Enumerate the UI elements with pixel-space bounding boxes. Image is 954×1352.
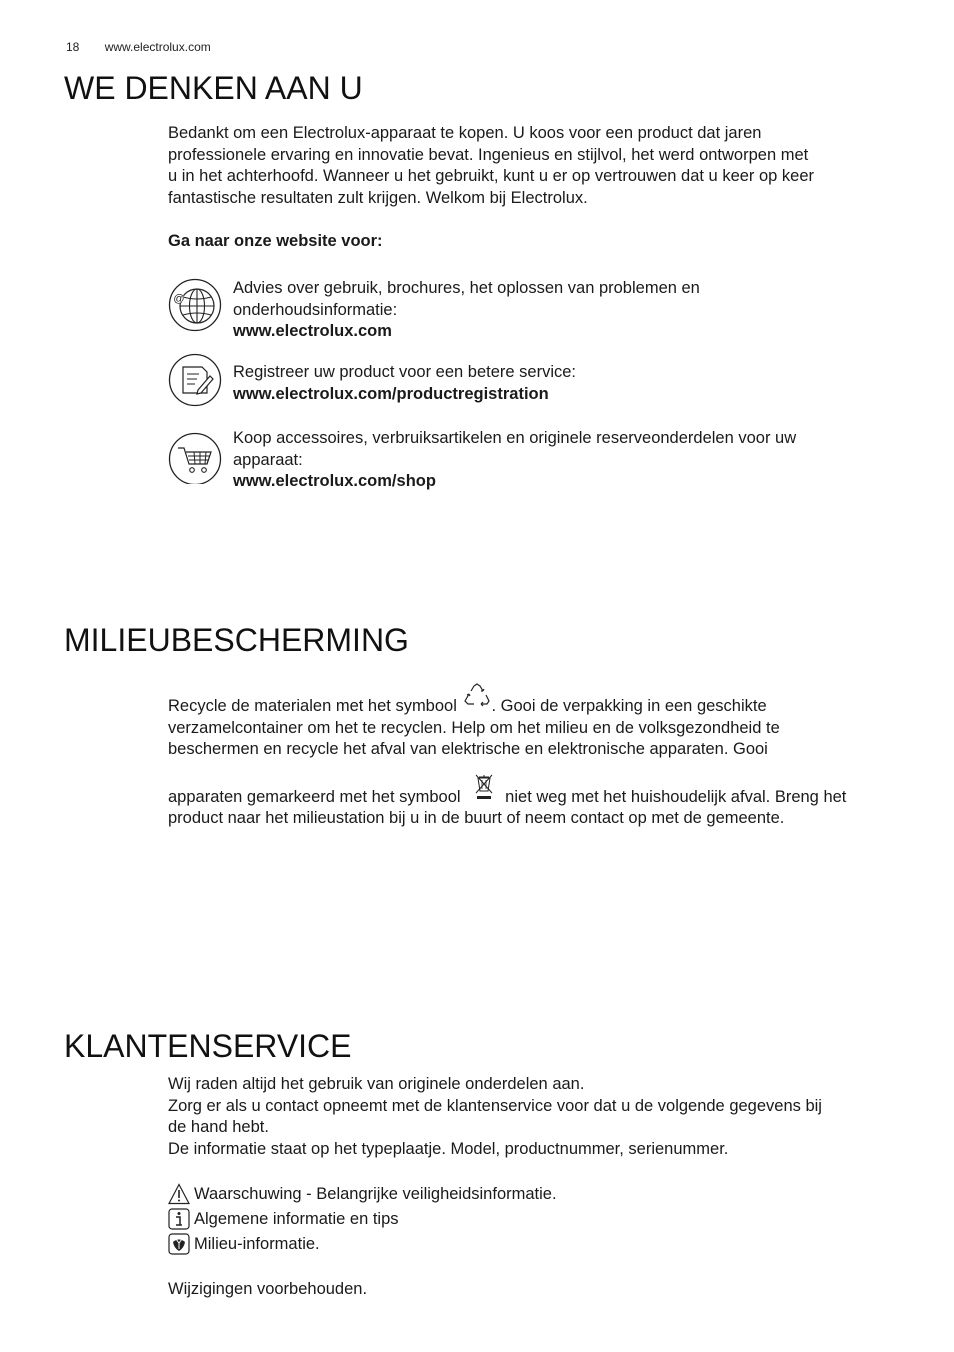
header-site: www.electrolux.com <box>104 40 211 54</box>
env-line-1 <box>168 683 898 718</box>
website-item-text <box>233 428 898 493</box>
registration-icon <box>168 353 222 407</box>
globe-icon <box>168 278 222 332</box>
legend-label: Waarschuwing - Belangrijke veiligheidsinformatie. <box>194 1185 557 1203</box>
website-item-text <box>233 362 898 405</box>
svg-text:@: @ <box>173 293 185 305</box>
item-line: onderhoudsinformatie: <box>233 300 398 319</box>
env-line: verzamelcontainer om het te recyclen. Help om het milieu en de volksgezondheid te <box>168 718 780 737</box>
item-line: Registreer uw product voor een betere service: <box>233 363 577 381</box>
env-line: product naar het milieustation bij u in de buurt of neem contact op met de gemeente. <box>168 809 785 828</box>
service-line: Wij raden altijd het gebruik van originele onderdelen aan. <box>168 1075 585 1093</box>
legend-warning <box>168 1183 557 1205</box>
legend-label: Algemene informatie en tips <box>194 1210 399 1228</box>
env-text: Recycle de materialen met het symbool <box>168 697 457 715</box>
item-line: apparaat: <box>233 450 303 469</box>
warning-icon <box>168 1183 190 1205</box>
intro-paragraph <box>168 123 898 209</box>
section-title-milieubescherming: MILIEUBESCHERMING <box>64 622 409 658</box>
item-line: Koop accessoires, verbruiksartikelen en originele reserveonderdelen voor uw <box>233 429 797 447</box>
intro-line: u in het achterhoofd. Wanneer u het gebruikt, kunt u er op vertrouwen dat u keer op keer <box>168 167 815 186</box>
info-icon <box>168 1208 190 1230</box>
intro-line: fantastische resultaten zult krijgen. Welkom bij Electrolux. <box>168 188 588 207</box>
service-line: De informatie staat op het typeplaatje. Model, productnummer, serienummer. <box>168 1139 729 1158</box>
legend-label: Milieu-informatie. <box>194 1235 320 1253</box>
intro-line: Bedankt om een Electrolux-apparaat te kopen. U koos voor een product dat jaren <box>168 124 762 142</box>
website-heading: Ga naar onze website voor: <box>168 232 383 250</box>
legend-info <box>168 1208 399 1230</box>
website-item-text <box>233 278 898 343</box>
footer-note: Wijzigingen voorbehouden. <box>168 1280 368 1298</box>
env-text: apparaten gemarkeerd met het symbool <box>168 787 461 806</box>
legend-environment <box>168 1233 320 1255</box>
website-link[interactable]: www.electrolux.com <box>233 322 392 341</box>
section-title-we-denken: WE DENKEN AAN U <box>64 70 363 106</box>
env-line: beschermen en recycle het afval van elektrische en elektronische apparaten. Gooi <box>168 740 768 759</box>
environment-paragraph <box>168 683 898 830</box>
environment-icon <box>168 1233 190 1255</box>
env-text: niet weg met het huishoudelijk afval. Breng het <box>505 787 847 806</box>
env-text: . Gooi de verpakking in een geschikte <box>491 697 767 715</box>
intro-line: professionele ervaring en innovatie bevat. Ingenieus en stijlvol, het werd ontworpen met <box>168 145 809 164</box>
item-line: Advies over gebruik, brochures, het oplossen van problemen en <box>233 279 700 297</box>
website-link[interactable]: www.electrolux.com/shop <box>233 472 436 491</box>
website-link[interactable]: www.electrolux.com/productregistration <box>233 384 549 403</box>
page-number: 18 <box>66 40 80 54</box>
section-title-klantenservice: KLANTENSERVICE <box>64 1028 352 1064</box>
recycle-icon <box>463 683 491 709</box>
env-line-4 <box>168 772 898 809</box>
service-line: de hand hebt. <box>168 1118 269 1137</box>
weee-bin-icon <box>471 772 497 802</box>
service-line: Zorg er als u contact opneemt met de klantenservice voor dat u de volgende gegevens bij <box>168 1096 822 1115</box>
page-header <box>66 40 211 54</box>
service-paragraph <box>168 1074 898 1160</box>
shopping-cart-icon <box>168 430 222 484</box>
